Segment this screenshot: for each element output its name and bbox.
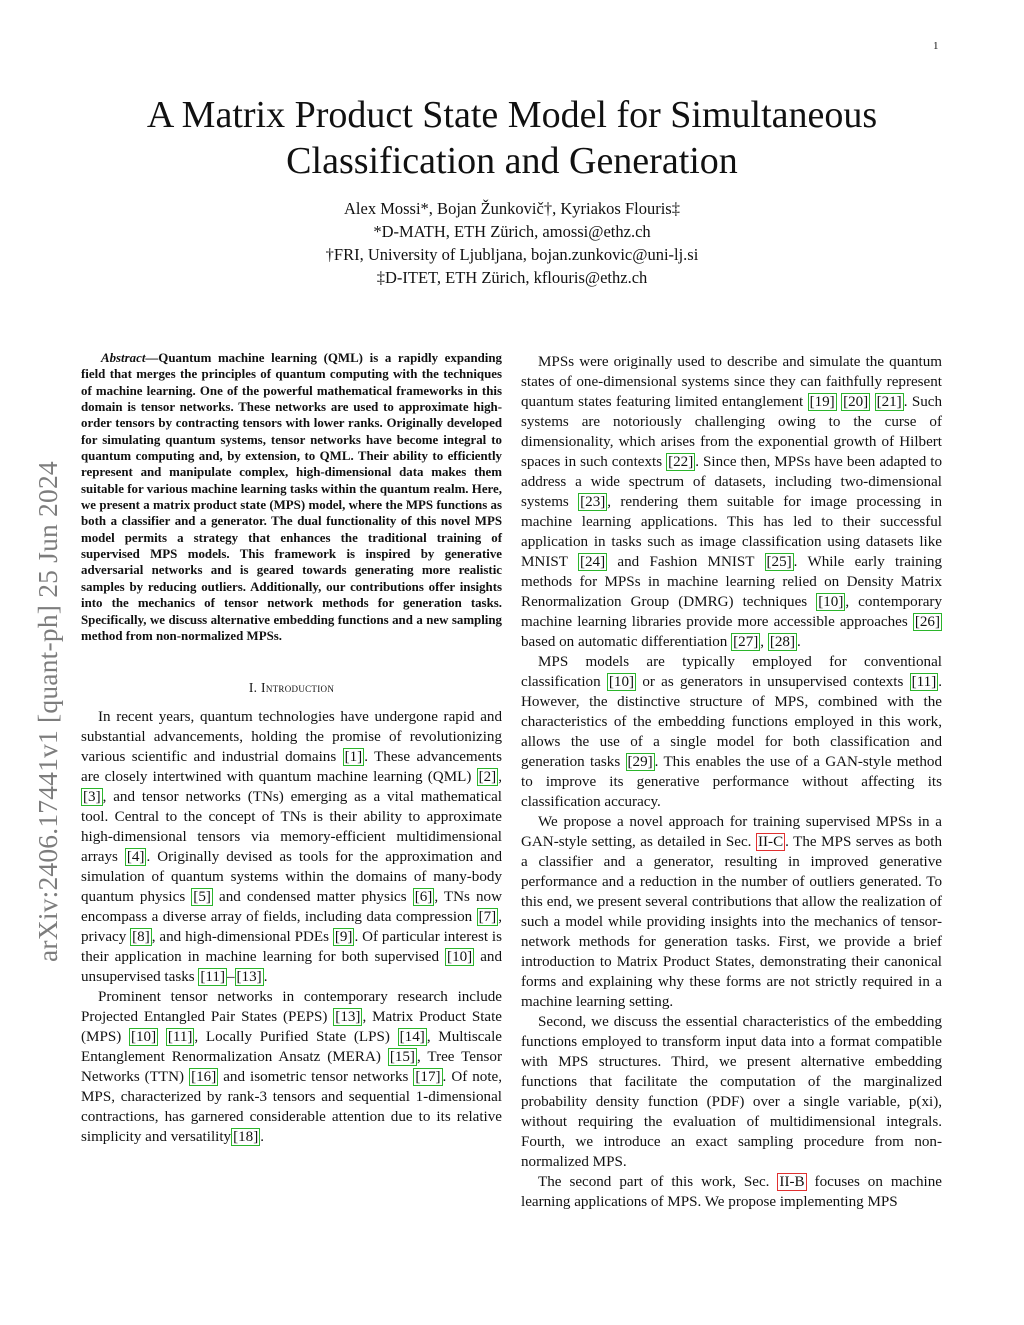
- arxiv-stamp: arXiv:2406.17441v1 [quant-ph] 25 Jun 2024: [32, 461, 63, 962]
- right-paragraph-3: We propose a novel approach for training supervised MPSs in a GAN-style setting, as detailed in Sec. II-C . The MPS serves as both a classifier and a generator, resulting in improved generative performance and a reduction in the number of outliers generated. To this end, we present several contributions that allow the realization of such a model while providing insights into the mechanics of tensor-network methods for generation tasks. First, we provide a brief introduction to Matrix Product States, demonstrating their canonical forms and explaining why these forms are not strictly required in a machine learning setting.: [521, 814, 942, 1010]
- title-line-2: Classification and Generation: [286, 140, 738, 182]
- citation-link[interactable]: [22]: [668, 454, 694, 470]
- citation-link[interactable]: [13]: [335, 1009, 361, 1026]
- citation-link[interactable]: [6]: [414, 889, 433, 906]
- citation-link[interactable]: [23]: [580, 494, 606, 510]
- abstract: [81, 350, 502, 644]
- citation-link[interactable]: [10]: [818, 594, 844, 610]
- citation-link[interactable]: [20]: [843, 394, 869, 410]
- intro-paragraph-1: In recent years, quantum technologies have undergone rapid and substantial advancements, holding the promise of revolutionizing various scientific and industrial domains [1] . These advancements are closely intertwined with quantum machine learning (QML) [2] , [3] , and tensor networks (TNs) emerging as a vital mathematical tool. Central to the concept of TNs is their ability to approximate high-dimensional tensors via memory-efficient multidimensional arrays [4] . Originally devised as tools for the approximation and simulation of quantum systems within the domains of many-body quantum physics [5] and condensed matter physics [6] , TNs now encompass a diverse array of fields, including data compression [7] , privacy [8] , and high-dimensional PDEs [9] . Of particular interest is their application in machine learning for both supervised [10] and unsupervised tasks [11] – [13] .: [81, 709, 503, 986]
- author-block: [0, 197, 1024, 289]
- citation-link[interactable]: [11]: [200, 969, 225, 986]
- citation-link[interactable]: [10]: [608, 674, 635, 690]
- citation-link[interactable]: [26]: [914, 614, 940, 630]
- citation-link[interactable]: [28]: [769, 634, 795, 650]
- citation-link[interactable]: [16]: [191, 1069, 217, 1086]
- citation-link[interactable]: [15]: [389, 1049, 415, 1066]
- affiliation-2: †FRI, University of Ljubljana, bojan.zunkovic@uni-lj.si: [325, 245, 699, 264]
- abstract-label: Abstract: [101, 351, 146, 365]
- author-names: Alex Mossi*, Bojan Žunkovič†, Kyriakos Flouris‡: [344, 199, 680, 218]
- citation-link[interactable]: [27]: [733, 634, 759, 650]
- paper-title: [0, 92, 1024, 184]
- citation-link[interactable]: [10]: [447, 949, 473, 966]
- section-heading-introduction: [81, 678, 502, 698]
- intro-paragraph-2: Prominent tensor networks in contemporary research include Projected Entangled Pair States (PEPS) [13] , Matrix Product State (MPS) [10] [11] , Locally Purified State (LPS) [14] , Multiscale Entanglement Renormalization Ansatz (MERA) [15] , Tree Tensor Networks (TTN) [16] and isometric tensor networks [17] . Of note, MPS, characterized by rank-3 tensors and sequential 1-dimensional contractions, has garnered considerable attention due to its relative simplicity and versatility [18] .: [81, 989, 503, 1146]
- affiliation-1: *D-MATH, ETH Zürich, amossi@ethz.ch: [373, 222, 651, 241]
- citation-link[interactable]: [11]: [167, 1029, 193, 1046]
- citation-link[interactable]: [17]: [415, 1069, 441, 1086]
- citation-link[interactable]: [7]: [478, 909, 497, 926]
- right-paragraph-1: MPSs were originally used to describe and simulate the quantum states of one-dimensional systems since they can faithfully represent quantum states featuring limited entanglement [19] [20] [21] . Such systems are notoriously challenging owing to the curse of dimensionality, which arises from the exponential growth of Hilbert spaces in such contexts [22] . Since then, MPSs have been adapted to address a wide spectrum of datasets, including two-dimensional systems [23] , rendering them suitable for image processing in machine learning applications. This has led to their successful application in tasks such as image classification using datasets like MNIST [24] and Fashion MNIST [25] . While early training methods for MPSs in machine learning relied on Density Matrix Renormalization Group (DMRG) techniques [10] , contemporary machine learning libraries provide more accessible approaches [26] based on automatic differentiation [27] , [28] .: [521, 354, 943, 650]
- citation-link[interactable]: [18]: [233, 1129, 259, 1146]
- right-column: [521, 352, 942, 1212]
- section-link[interactable]: II-B: [779, 1174, 805, 1190]
- citation-link[interactable]: [13]: [236, 969, 262, 986]
- citation-link[interactable]: [2]: [478, 769, 497, 786]
- citation-link[interactable]: [8]: [132, 929, 150, 946]
- citation-link[interactable]: [24]: [579, 554, 606, 570]
- right-paragraph-5: The second part of this work, Sec. II-B focuses on machine learning applications of MPS. We propose implementing MPS: [521, 1174, 942, 1210]
- page-number: 1: [933, 40, 939, 52]
- citation-link[interactable]: [19]: [809, 394, 835, 410]
- citation-link[interactable]: [11]: [911, 674, 937, 690]
- title-line-1: A Matrix Product State Model for Simultaneous: [146, 94, 878, 136]
- citation-link[interactable]: [4]: [126, 849, 145, 866]
- citation-link[interactable]: [25]: [766, 554, 792, 570]
- right-paragraph-2: MPS models are typically employed for conventional classification [10] or as generators in unsupervised contexts [11] . However, the distinctive structure of MPS, combined with the characteristics of the embedding functions employed in this work, allows the use of a single model for both classification and generation tasks [29] . This enables the use of a GAN-style method to improve its generative performance without affecting its classification accuracy.: [521, 654, 943, 810]
- citation-link[interactable]: [10]: [130, 1029, 157, 1046]
- citation-link[interactable]: [1]: [344, 749, 363, 766]
- affiliation-3: ‡D-ITET, ETH Zürich, kflouris@ethz.ch: [376, 268, 648, 287]
- citation-link[interactable]: [9]: [334, 929, 353, 946]
- citation-link[interactable]: [14]: [399, 1029, 425, 1046]
- citation-link[interactable]: [21]: [876, 394, 902, 410]
- citation-link[interactable]: [29]: [627, 754, 653, 770]
- citation-link[interactable]: [5]: [193, 889, 211, 906]
- citation-link[interactable]: [3]: [83, 789, 101, 806]
- abstract-text: —Quantum machine learning (QML) is a rapidly expanding field that merges the principles of quantum computing with the techniques of machine learning. One of the powerful mathematical frameworks in this domain is tensor networks. These networks are used to approximate high-order tensors by contracting tensors with lower ranks. Originally developed for simulating quantum systems, tensor networks have become integral to quantum computing and, by extension, to QML. Their ability to efficiently represent and manipulate complex, high-dimensional data makes them suitable for various machine learning tasks within the quantum realm. Here, we present a matrix product state (MPS) model, where the MPS functions as both a classifier and a generator. The dual functionality of this novel MPS model permits a strategy that enhances the traditional training of supervised MPS models. This framework is inspired by generative adversarial networks and is geared towards generating more realistic samples by reducing outliers. Additionally, our contributions offer insights into the mechanics of tensor network methods for generation tasks. Specifically, we discuss alternative embedding functions and a new sampling method from non-normalized MPSs.: [81, 351, 502, 643]
- right-paragraph-4: Second, we discuss the essential characteristics of the embedding functions employed to transform input data into a format compatible with MPS structures. Third, we present alternative embedding functions that facilitate the computation of the marginalized probability density function (PDF) over a single variable, p(xi), without requiring the evaluation of multidimensional integrals. Fourth, we introduce an exact sampling procedure from non-normalized MPS.: [521, 1014, 942, 1170]
- section-link[interactable]: II-C: [757, 834, 784, 850]
- section-title: Introduction: [261, 680, 335, 696]
- section-number: I.: [248, 680, 258, 696]
- left-column: [81, 350, 502, 1147]
